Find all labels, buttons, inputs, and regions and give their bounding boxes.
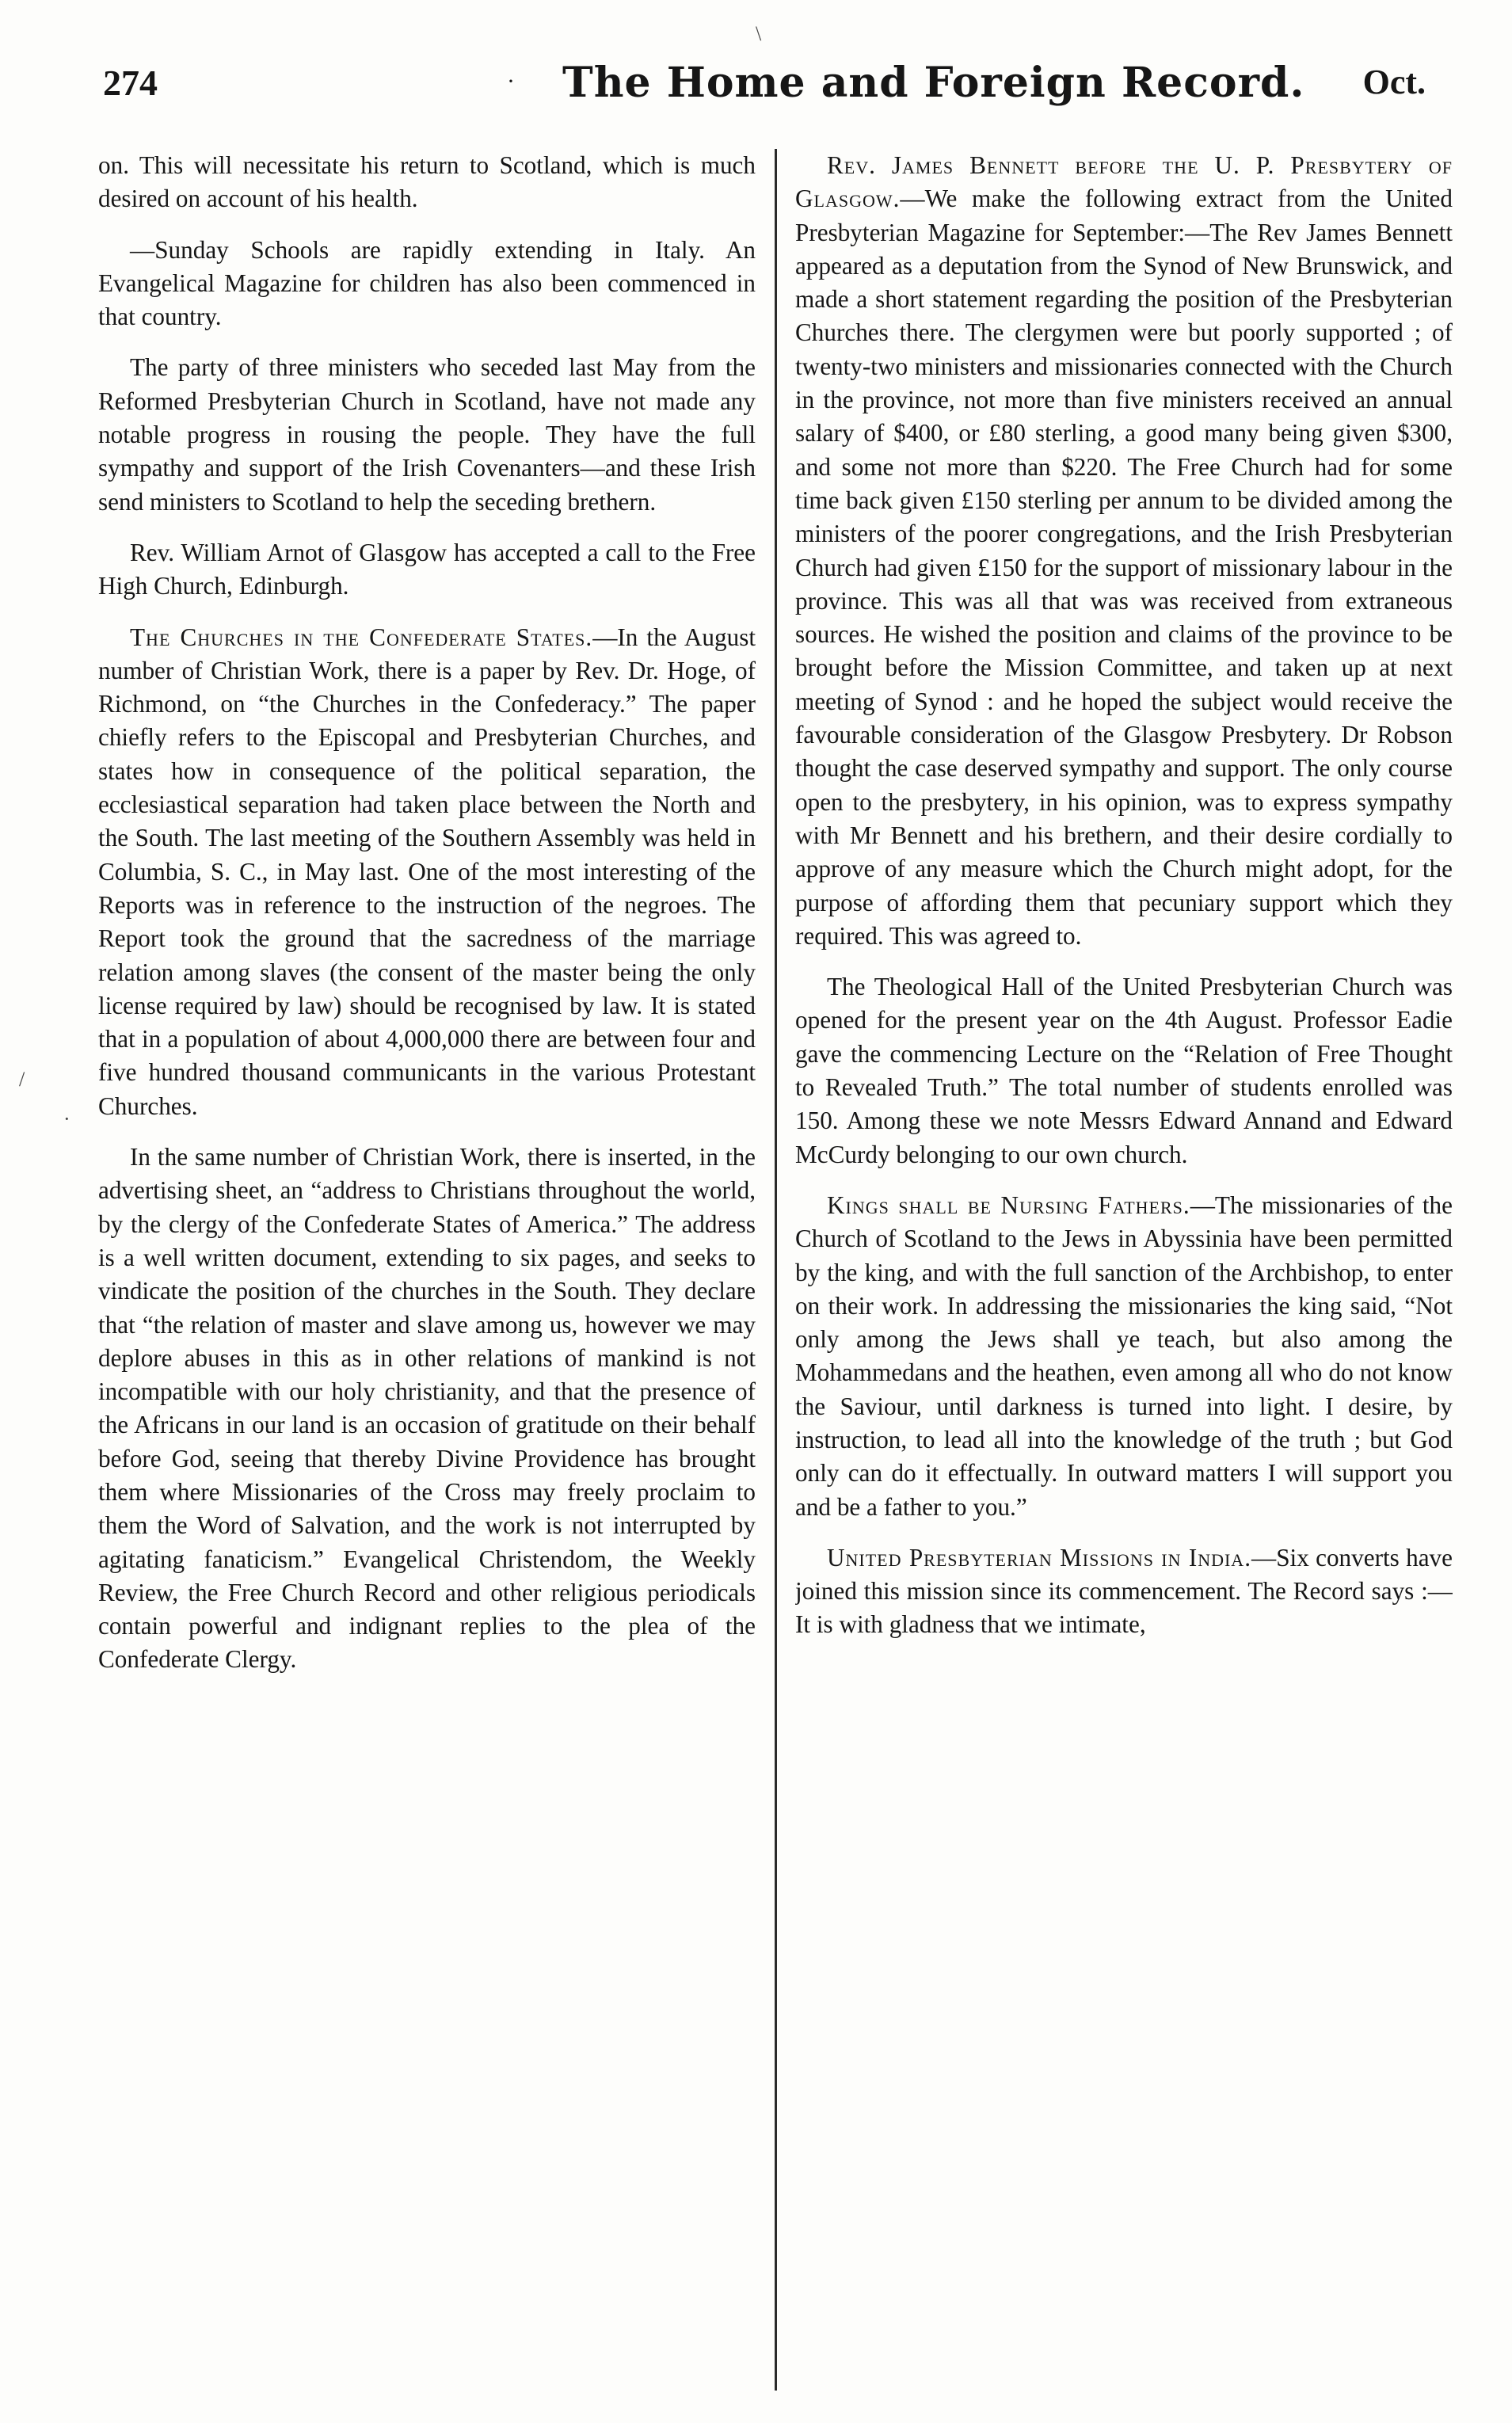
article-paragraph bbox=[98, 234, 756, 334]
paragraph-text: In the same number of Christian Work, there is inserted, in the advertising sheet, an “address to Christians throughout the world, by the clergy of the Confederate States of America.” The address is a well written document, extending to six pages, and seeks to vindicate the position of the churches in the South. They declare that “the relation of master and slave among us, however we may deplore abuses in this as in other relations of mankind is not incompatible with our holy christianity, and that the presence of the Africans in our land is an occasion of gratitude on their behalf before God, seeing that thereby Divine Providence has brought them where Missionaries of the Cross may freely proclaim to them the Word of Salvation, and the work is not interrupted by agitating fanaticism.” Evangelical Christendom, the Weekly Review, the Free Church Record and other religious periodicals contain powerful and indignant replies to the plea of the Confederate Clergy. bbox=[98, 1143, 756, 1674]
page-header bbox=[103, 59, 1426, 117]
right-column bbox=[795, 149, 1453, 2391]
issue-month: Oct. bbox=[1362, 63, 1426, 101]
article-heading: United Presbyterian Missions in India. bbox=[827, 1543, 1251, 1572]
paragraph-text: The Theological Hall of the United Presbyterian Church was opened for the present year on the 4th August. Professor Eadie gave the commencing Lecture on the “Relation of Free Thought to Revealed Truth.” The total number of students enrolled was 150. Among these we note Messrs Edward Annand and Edward McCurdy belonging to our own church. bbox=[795, 973, 1453, 1168]
article-heading: The Churches in the Confederate States. bbox=[130, 623, 593, 651]
paragraph-text: —Sunday Schools are rapidly extending in Italy. An Evangelical Magazine for children has also been commenced in that country. bbox=[98, 235, 756, 331]
article-heading: Rev. James Bennett before the U. P. Presbytery of Glasgow. bbox=[795, 151, 1453, 213]
paragraph-text: —The missionaries of the Church of Scotland to the Jews in Abyssinia have been permitted by the king, and with the full sanction of the Archbishop, to enter on their work. In addressing the missionaries the king said, “Not only among the Jews shall ye teach, but also among the Mohammedans and the heathen, even among all who do not know the Saviour, until darkness is turned into light. I desire, by instruction, to lead all into the knowledge of the truth ; but God only can do it effectually. In outward matters I will support you and be a father to you.” bbox=[795, 1191, 1453, 1521]
paragraph-text: Rev. William Arnot of Glasgow has accepted a call to the Free High Church, Edinburgh. bbox=[98, 538, 756, 600]
column-divider bbox=[775, 149, 777, 2391]
header-separator-dot: · bbox=[507, 68, 515, 94]
paragraph-text: —In the August number of Christian Work, there is a paper by Rev. Dr. Hoge, of Richmond, on “the Churches in the Confederacy.” The paper chiefly refers to the Episcopal and Presbyterian Churches, and states how in consequence of the political separation, the ecclesiastical separation had taken place between the North and the South. The last meeting of the Southern Assembly was held in Columbia, S. C., in May last. One of the most interesting of the Reports was in reference to the instruction of the negroes. The Report took the ground that the sacredness of the marriage relation among slaves (the consent of the master being the only license required by law) should be recognised by law. It is stated that in a population of about 4,000,000 there are between four and five hundred thousand communicants in the various Protestant Churches. bbox=[98, 623, 756, 1120]
paragraph-text: on. This will necessitate his return to Scotland, which is much desired on account of his health. bbox=[98, 151, 756, 213]
article-paragraph bbox=[98, 536, 756, 604]
page-number: 274 bbox=[103, 63, 158, 103]
article-paragraph bbox=[795, 149, 1453, 953]
paragraph-text: —Six converts have joined this mission since its commencement. The Record says :—It is with gladness that we intimate, bbox=[795, 1543, 1453, 1639]
article-paragraph bbox=[795, 1541, 1453, 1642]
print-mark: · bbox=[63, 1107, 70, 1130]
continuation-paragraph bbox=[98, 149, 756, 216]
article-paragraph bbox=[795, 970, 1453, 1171]
article-heading: Kings shall be Nursing Fathers. bbox=[827, 1191, 1190, 1219]
paragraph-text: —We make the following extract from the United Presbyterian Magazine for September:—The Rev James Bennett appeared as a deputation from the Synod of New Brunswick, and made a short statement regarding the position of the Presbyterian Churches there. The clergymen were but poorly supported ; of twenty-two ministers and missionaries connected with the Church in the province, not more than five ministers received an annual salary of $400, or £80 sterling, a good many being given $300, and some not more than $220. The Free Church had for some time back given £150 sterling per annum to be divided among the ministers of the poorer congregations, and the Irish Presbyterian Church had given £150 for the support of missionary labour in the province. This was all that was was received from extraneous sources. He wished the position and claims of the province to be brought before the Mission Committee, and taken up at next meeting of Synod : and he hoped the subject would receive the favourable consideration of the Glasgow Presbytery. Dr Robson thought the case deserved sympathy and support. The only course open to the presbytery, in his opinion, was to express sympathy with Mr Bennett and his brethern, and their desire cordially to approve of any measure which the Church might adopt, for the purpose of affording them that pecuniary support which they required. This was agreed to. bbox=[795, 185, 1453, 950]
article-paragraph bbox=[98, 1141, 756, 1677]
left-column bbox=[98, 149, 756, 2391]
print-mark: \ bbox=[756, 22, 762, 45]
paragraph-text: The party of three ministers who seceded last May from the Reformed Presbyterian Church in Scotland, have not made any notable progress in rousing the people. They have the full sympathy and support of the Irish Covenanters—and these Irish send ministers to Scotland to help the seceding brethern. bbox=[98, 353, 756, 516]
article-paragraph bbox=[795, 1189, 1453, 1524]
article-paragraph bbox=[98, 351, 756, 518]
article-paragraph bbox=[98, 621, 756, 1123]
journal-title: The Home and Foreign Record. bbox=[562, 59, 1305, 107]
print-mark: / bbox=[19, 1068, 25, 1091]
